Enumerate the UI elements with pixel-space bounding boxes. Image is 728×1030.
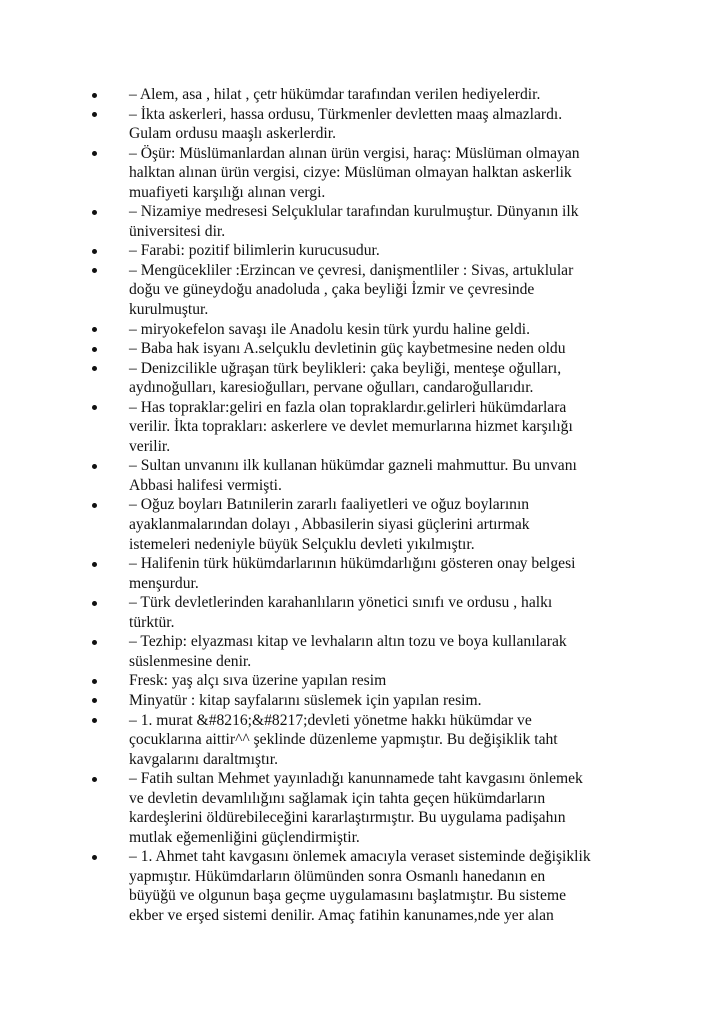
- list-item-text-line: kurulmuştur.: [129, 301, 209, 319]
- list-item-text-line: mutlak eğemenliğini güçlendirmiştir.: [129, 828, 360, 846]
- list-item: [92, 261, 652, 320]
- list-item: [92, 847, 652, 925]
- bullet-dot-icon: [92, 855, 97, 860]
- list-item-text-line: – Farabi: pozitif bilimlerin kurucusudur.: [129, 242, 380, 260]
- list-item: [92, 144, 652, 203]
- list-item-text-line: – Öşür: Müslümanlardan alınan ürün vergisi, haraç: Müslüman olmayan: [129, 144, 580, 162]
- list-item-text-line: menşurdur.: [129, 574, 199, 592]
- list-item-text-line: kardeşlerini öldürebileceğini kararlaştırmıştır. Bu uygulama padişahın: [129, 809, 566, 827]
- list-item-text-line: verilir. İkta toprakları: askerlere ve devlet memurlarına hizmet karşılığı: [129, 418, 573, 436]
- list-item-text-line: büyüğü ve olgunun başa geçme uygulamasını başlatmıştır. Bu sisteme: [129, 887, 566, 905]
- list-item-text-line: aydınoğulları, karesioğulları, pervane oğulları, candaroğullarıdır.: [129, 379, 534, 397]
- bullet-dot-icon: [92, 640, 97, 645]
- bullet-dot-icon: [92, 210, 97, 215]
- list-item: [92, 671, 652, 691]
- bullet-dot-icon: [92, 405, 97, 410]
- list-item: [92, 241, 652, 261]
- list-item-text-line: Abbasi halifesi vermişti.: [129, 476, 282, 494]
- bullet-dot-icon: [92, 503, 97, 508]
- bullet-dot-icon: [92, 679, 97, 684]
- bullet-dot-icon: [92, 327, 97, 332]
- list-item: [92, 339, 652, 359]
- bullet-dot-icon: [92, 718, 97, 723]
- list-item-text-line: doğu ve güneydoğu anadoluda , çaka beyliği İzmir ve çevresinde: [129, 281, 535, 299]
- list-item-text-line: – İkta askerleri, hassa ordusu, Türkmenler devletten maaş almazlardı.: [129, 105, 563, 123]
- bullet-dot-icon: [92, 698, 97, 703]
- list-item: [92, 105, 652, 144]
- list-item: [92, 456, 652, 495]
- bullet-list: [92, 85, 652, 926]
- list-item-text-line: halktan alınan ürün vergisi, cizye: Müslüman olmayan halktan askerlik: [129, 164, 572, 182]
- list-item-text-line: verilir.: [129, 437, 171, 455]
- list-item: [92, 769, 652, 847]
- list-item-text-line: ekber ve erşed sistemi denilir. Amaç fatihin kanunames,nde yer alan: [129, 906, 554, 924]
- list-item: [92, 554, 652, 593]
- list-item-text-line: – Türk devletlerinden karahanlıların yönetici sınıfı ve ordusu , halkı: [129, 594, 553, 612]
- list-item-text-line: – Has topraklar:geliri en fazla olan topraklardır.gelirleri hükümdarlara: [129, 398, 567, 416]
- list-item: [92, 359, 652, 398]
- list-item-text-line: ayaklanmalarından dolayı , Abbasilerin siyasi güçlerini artırmak: [129, 516, 530, 534]
- list-item: [92, 711, 652, 770]
- bullet-dot-icon: [92, 777, 97, 782]
- list-item: [92, 398, 652, 457]
- bullet-dot-icon: [92, 562, 97, 567]
- list-item-text-line: çocuklarına aittir^^ şeklinde düzenleme yapmıştır. Bu değişiklik taht: [129, 731, 558, 749]
- list-item: [92, 320, 652, 340]
- list-item-text-line: Fresk: yaş alçı sıva üzerine yapılan resim: [129, 672, 387, 690]
- bullet-dot-icon: [92, 249, 97, 254]
- list-item: [92, 691, 652, 711]
- list-item: [92, 593, 652, 632]
- list-item-text-line: – Alem, asa , hilat , çetr hükümdar tarafından verilen hediyelerdir.: [129, 86, 541, 103]
- list-item: [92, 202, 652, 241]
- list-item-text-line: Minyatür : kitap sayfalarını süslemek için yapılan resim.: [129, 691, 482, 709]
- list-item-text-line: ve devletin devamlılığını sağlamak için tahta geçen hükümdarların: [129, 789, 546, 807]
- list-item: [92, 85, 652, 105]
- list-item-text-line: kavgalarını daraltmıştır.: [129, 750, 278, 768]
- list-item-text-line: – 1. Ahmet taht kavgasını önlemek amacıyla veraset sisteminde değişiklik: [129, 848, 591, 866]
- list-item-text-line: – Halifenin türk hükümdarlarının hükümdarlığını gösteren onay belgesi: [129, 555, 576, 573]
- list-item-text-line: – Oğuz boyları Batınilerin zararlı faaliyetleri ve oğuz boylarının: [129, 496, 530, 514]
- list-item-text-line: – Tezhip: elyazması kitap ve levhaların altın tozu ve boya kullanılarak: [129, 633, 567, 651]
- list-item-text-line: yapmıştır. Hükümdarların ölümünden sonra Osmanlı hanedanın en: [129, 867, 546, 885]
- list-item-text-line: Gulam ordusu maaşlı askerlerdir.: [129, 125, 336, 143]
- list-item-text-line: – Sultan unvanını ilk kullanan hükümdar gazneli mahmuttur. Bu unvanı: [129, 457, 577, 475]
- list-item-text-line: – Fatih sultan Mehmet yayınladığı kanunnamede taht kavgasını önlemek: [129, 770, 583, 788]
- list-item-text-line: süslenmesine denir.: [129, 652, 252, 670]
- list-item-text-line: muafiyeti karşılığı alınan vergi.: [129, 183, 326, 201]
- bullet-dot-icon: [92, 112, 97, 117]
- list-item-text-line: türktür.: [129, 613, 175, 631]
- list-item-text-line: – Mengücekliler :Erzincan ve çevresi, danişmentliler : Sivas, artuklular: [129, 261, 574, 279]
- list-item-text-line: – miryokefelon savaşı ile Anadolu kesin türk yurdu haline geldi.: [129, 320, 531, 338]
- bullet-dot-icon: [92, 268, 97, 273]
- list-item-text-line: üniversitesi dir.: [129, 222, 226, 240]
- bullet-dot-icon: [92, 366, 97, 371]
- list-item-text-line: istemeleri nedeniyle büyük Selçuklu devleti yıkılmıştır.: [129, 535, 475, 553]
- bullet-dot-icon: [92, 464, 97, 469]
- bullet-dot-icon: [92, 347, 97, 352]
- list-item: [92, 495, 652, 554]
- list-item-text-line: – 1. murat &#8216;&#8217;devleti yönetme hakkı hükümdar ve: [129, 711, 532, 729]
- list-item-text-line: – Nizamiye medresesi Selçuklular tarafından kurulmuştur. Dünyanın ilk: [129, 203, 579, 221]
- list-item-text-line: – Denizcilikle uğraşan türk beylikleri: çaka beyliği, menteşe oğulları,: [129, 359, 562, 377]
- bullet-dot-icon: [92, 151, 97, 156]
- bullet-dot-icon: [92, 93, 97, 98]
- bullet-dot-icon: [92, 601, 97, 606]
- list-item-text-line: – Baba hak isyanı A.selçuklu devletinin güç kaybetmesine neden oldu: [129, 340, 566, 358]
- list-item: [92, 632, 652, 671]
